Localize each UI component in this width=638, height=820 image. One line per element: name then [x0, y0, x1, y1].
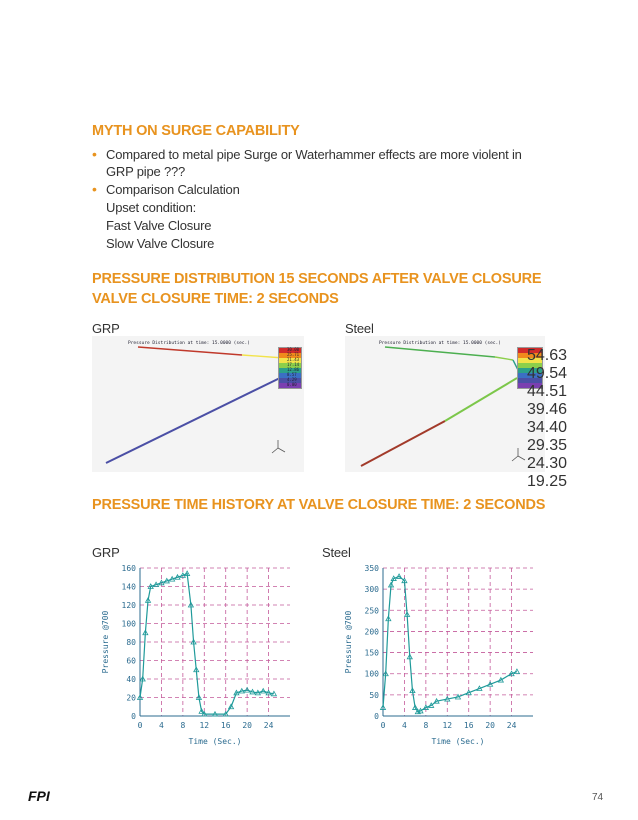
bullet-compare	[106, 146, 522, 163]
series-line	[140, 574, 274, 715]
grp-distribution-image	[92, 336, 304, 472]
grp-pipe-drawing	[92, 336, 304, 472]
x-tick-label: 8	[423, 721, 429, 730]
x-tick-label: 16	[220, 721, 231, 730]
steel-label-distribution: Steel	[345, 321, 374, 336]
x-tick-label: 12	[442, 721, 453, 730]
y-tick-label: 250	[364, 606, 379, 616]
y-tick-label: 60	[126, 656, 136, 666]
y-tick-label: 0	[374, 712, 379, 721]
grp-sim-title: Pressure Distribution at time: 15.0000 (sec.)	[128, 341, 250, 346]
steel-legend-value: 19.25	[527, 473, 568, 490]
section-title-distribution-2: VALVE CLOSURE TIME: 2 SECONDS	[92, 291, 339, 307]
x-tick-label: 4	[159, 721, 164, 730]
x-tick-label: 24	[263, 721, 274, 730]
y-tick-label: 350	[364, 564, 379, 573]
x-tick-label: 8	[180, 721, 186, 730]
steel-distribution-image	[345, 336, 568, 490]
x-tick-label: 24	[506, 721, 517, 730]
section-title-distribution-1: PRESSURE DISTRIBUTION 15 SECONDS AFTER VALVE CLOSURE	[92, 271, 542, 287]
x-tick-label: 12	[199, 721, 210, 730]
grp-label-history: GRP	[92, 545, 120, 560]
x-tick-label: 20	[242, 721, 252, 730]
bullet-comparison	[106, 181, 240, 198]
x-tick-label: 20	[485, 721, 495, 730]
fpi-logo: FPI	[28, 788, 50, 804]
y-tick-label: 160	[121, 564, 136, 573]
grp-legend-value: 0.00	[287, 382, 297, 387]
steel-legend-values	[527, 347, 567, 491]
data-point	[514, 669, 519, 674]
series-line	[383, 576, 517, 711]
steel-legend-value: 54.63	[527, 347, 568, 364]
x-tick-label: 0	[380, 721, 386, 730]
y-tick-label: 0	[131, 712, 136, 721]
steel-legend-value: 39.46	[527, 401, 568, 418]
page-number: 74	[592, 792, 604, 803]
grp-legend-value: 25.71	[287, 352, 300, 357]
y-tick-label: 140	[121, 582, 136, 592]
x-axis-label: Time (Sec.)	[431, 737, 485, 746]
y-tick-label: 150	[364, 648, 379, 658]
y-tick-label: 100	[364, 669, 379, 679]
grp-legend-value: 17.14	[287, 362, 300, 367]
steel-label-history: Steel	[322, 545, 351, 560]
y-tick-label: 40	[126, 675, 136, 684]
steel-pressure-chart	[335, 560, 545, 755]
bullet-compare-line1: Compared to metal pipe Surge or Waterhammer effects are more violent in	[106, 147, 522, 162]
x-axis-label: Time (Sec.)	[188, 737, 242, 746]
y-tick-label: 300	[364, 585, 379, 595]
grp-legend-value: 12.86	[287, 367, 300, 372]
y-axis-label: Pressure @700	[344, 610, 353, 674]
steel-legend-value: 49.54	[527, 365, 568, 382]
grp-legend-value: 30.00	[287, 347, 300, 352]
y-tick-label: 20	[126, 693, 136, 703]
grp-pressure-chart	[92, 560, 302, 755]
grp-legend-value: 4.29	[287, 377, 297, 382]
x-tick-label: 4	[402, 721, 407, 730]
steel-legend-value: 24.30	[527, 455, 568, 472]
y-axis-label: Pressure @700	[101, 610, 110, 674]
grp-label-distribution: GRP	[92, 321, 120, 336]
y-tick-label: 100	[121, 619, 136, 629]
grp-legend-value: 8.57	[287, 372, 297, 377]
steel-legend-value: 29.35	[527, 437, 568, 454]
y-tick-label: 50	[369, 690, 379, 700]
grp-legend-values	[287, 347, 299, 387]
section-title-history: PRESSURE TIME HISTORY AT VALVE CLOSURE TIME: 2 SECONDS	[92, 497, 546, 513]
x-tick-label: 16	[463, 721, 474, 730]
steel-sim-title: Pressure Distribution at time: 15.0000 (sec.)	[379, 341, 501, 346]
section-title-myth: MYTH ON SURGE CAPABILITY	[92, 123, 300, 139]
y-tick-label: 120	[121, 601, 136, 610]
grp-legend-value: 21.43	[287, 357, 300, 362]
steel-legend-value: 44.51	[527, 383, 568, 400]
steel-legend-value: 34.40	[527, 419, 568, 436]
slow-valve-closure: Slow Valve Closure	[106, 236, 215, 251]
upset-condition: Upset condition:	[106, 200, 197, 215]
fast-valve-closure: Fast Valve Closure	[106, 218, 212, 233]
bullet-compare-line2: GRP pipe ???	[106, 164, 186, 179]
x-tick-label: 0	[137, 721, 143, 730]
bullet-comparison-text: Comparison Calculation	[106, 182, 240, 197]
steel-pipe-drawing	[345, 336, 545, 472]
y-tick-label: 80	[126, 638, 136, 647]
y-tick-label: 200	[364, 627, 379, 637]
